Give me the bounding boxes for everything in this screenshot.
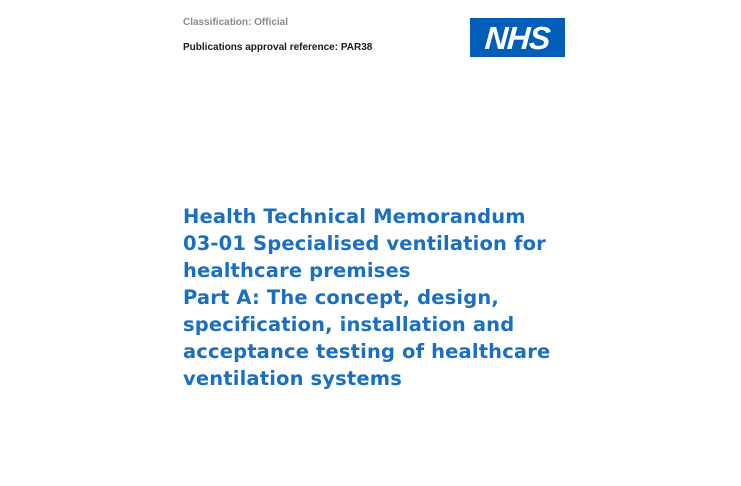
title-line: healthcare premises	[183, 259, 411, 282]
logo-text: NHS	[483, 19, 552, 56]
title-line: Health Technical Memorandum	[183, 205, 526, 228]
nhs-logo-icon	[470, 18, 565, 57]
publications-approval-reference: Publications approval reference: PAR38	[183, 42, 373, 53]
classification-label: Classification: Official	[183, 17, 289, 28]
title-line: ventilation systems	[183, 367, 402, 390]
title-line: acceptance testing of healthcare	[183, 340, 551, 363]
title-line: Part A: The concept, design,	[183, 286, 499, 309]
title-line: 03-01 Specialised ventilation for	[183, 232, 546, 255]
document-title	[183, 203, 603, 392]
title-line: specification, installation and	[183, 313, 515, 336]
